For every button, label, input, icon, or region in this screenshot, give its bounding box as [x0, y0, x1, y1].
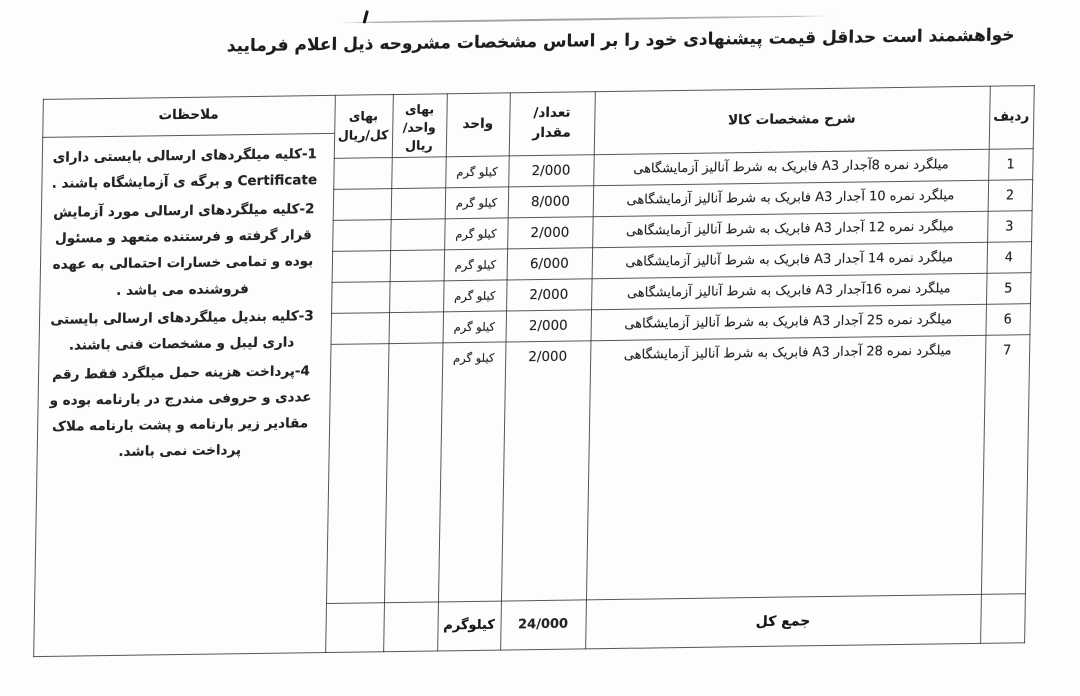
footer-total-quantity: 24/000: [517, 616, 569, 633]
row-no: 4: [1004, 248, 1014, 266]
remark-note-4: 4-پرداخت هزینه حمل میلگرد فقط رقم عددی و حروفی مندرج در بارنامه بوده و مقادیر زیر بارنامه و پشت بارنامه ملاک پرداخت نمی باشد.: [49, 362, 312, 461]
header-description: شرح مشخصات کالا: [727, 110, 856, 129]
row-quantity: 2/000: [528, 317, 568, 334]
header-total-price: بهای کل/ریال: [337, 108, 389, 143]
row-quantity: 2/000: [531, 162, 571, 179]
header-remarks: ملاحظات: [158, 106, 219, 124]
row-quantity: 2/000: [529, 286, 569, 303]
header-row-no: ردیف: [993, 107, 1030, 125]
footer-total-unit: کیلوگرم: [443, 617, 495, 634]
header-unit-price: بهای واحد/ ریال: [402, 101, 436, 153]
row-description: میلگرد نمره 28 آجدار A3 فابریک به شرط آنالیز آزمایشگاهی: [623, 343, 952, 363]
row-no: 5: [1004, 279, 1013, 297]
footer-total-label: جمع کل: [755, 612, 811, 630]
row-description: میلگرد نمره 16آجدار A3 فابریک به شرط آنالیز آزمایشگاهی: [626, 281, 951, 301]
scan-artifact-line: [336, 15, 836, 24]
row-unit: کیلو گرم: [453, 319, 496, 334]
row-unit: کیلو گرم: [455, 195, 498, 210]
remark-note-1: 1-کلیه میلگردهای ارسالی بایستی دارای Certificate و برگه ی آزمایشگاه باشند .: [51, 146, 318, 193]
remark-note-2: 2-کلیه میلگردهای ارسالی مورد آزمایش قرار گرفته و فرستنده متعهد و مسئول بوده و تمامی خسارات احتمالی به عهده فروشنده می باشد .: [52, 200, 315, 299]
row-quantity: 2/000: [530, 224, 570, 241]
row-quantity: 2/000: [528, 348, 568, 365]
row-quantity: 8/000: [530, 193, 571, 210]
row-quantity: 6/000: [529, 255, 569, 272]
row-description: میلگرد نمره 10 آجدار A3 فابریک به شرط آنالیز آزمایشگاهی: [626, 188, 955, 208]
column-line-total-price: [383, 94, 394, 652]
request-heading: خواهشمند است حداقل قیمت پیشنهادی خود را بر اساس مشخصات مشروحه ذیل اعلام فرمایید: [226, 25, 1015, 57]
quotation-table: [33, 85, 1035, 657]
row-unit: کیلو گرم: [455, 226, 497, 241]
row-description: میلگرد نمره 25 آجدار A3 فابریک به شرط آنالیز آزمایشگاهی: [624, 312, 953, 332]
column-line-remarks: [325, 95, 336, 653]
row-unit: کیلو گرم: [456, 164, 498, 179]
row-unit: کیلو گرم: [454, 288, 496, 303]
row-unit: کیلو گرم: [452, 350, 495, 365]
row-description: میلگرد نمره 8آجدار A3 فابریک به شرط آنالیز آزمایشگاهی: [633, 157, 949, 177]
row-no: 6: [1003, 310, 1012, 328]
row-no: 3: [1005, 217, 1014, 234]
remark-note-3: 3-کلیه بندیل میلگردهای ارسالی بایستی داری لیبل و مشخصات فنی باشند.: [50, 308, 314, 354]
row-unit: کیلو گرم: [454, 257, 497, 272]
header-unit: واحد: [462, 115, 494, 132]
remarks-notes: [39, 137, 326, 649]
row-no: 7: [1002, 341, 1012, 359]
row-no: 2: [1005, 186, 1015, 203]
row-description: میلگرد نمره 12 آجدار A3 فابریک به شرط آنالیز آزمایشگاهی: [625, 219, 954, 239]
header-quantity: تعداد/ مقدار: [532, 104, 571, 141]
row-description: میلگرد نمره 14 آجدار A3 فابریک به شرط آنالیز آزمایشگاهی: [625, 250, 954, 270]
row-no: 1: [1006, 155, 1015, 172]
